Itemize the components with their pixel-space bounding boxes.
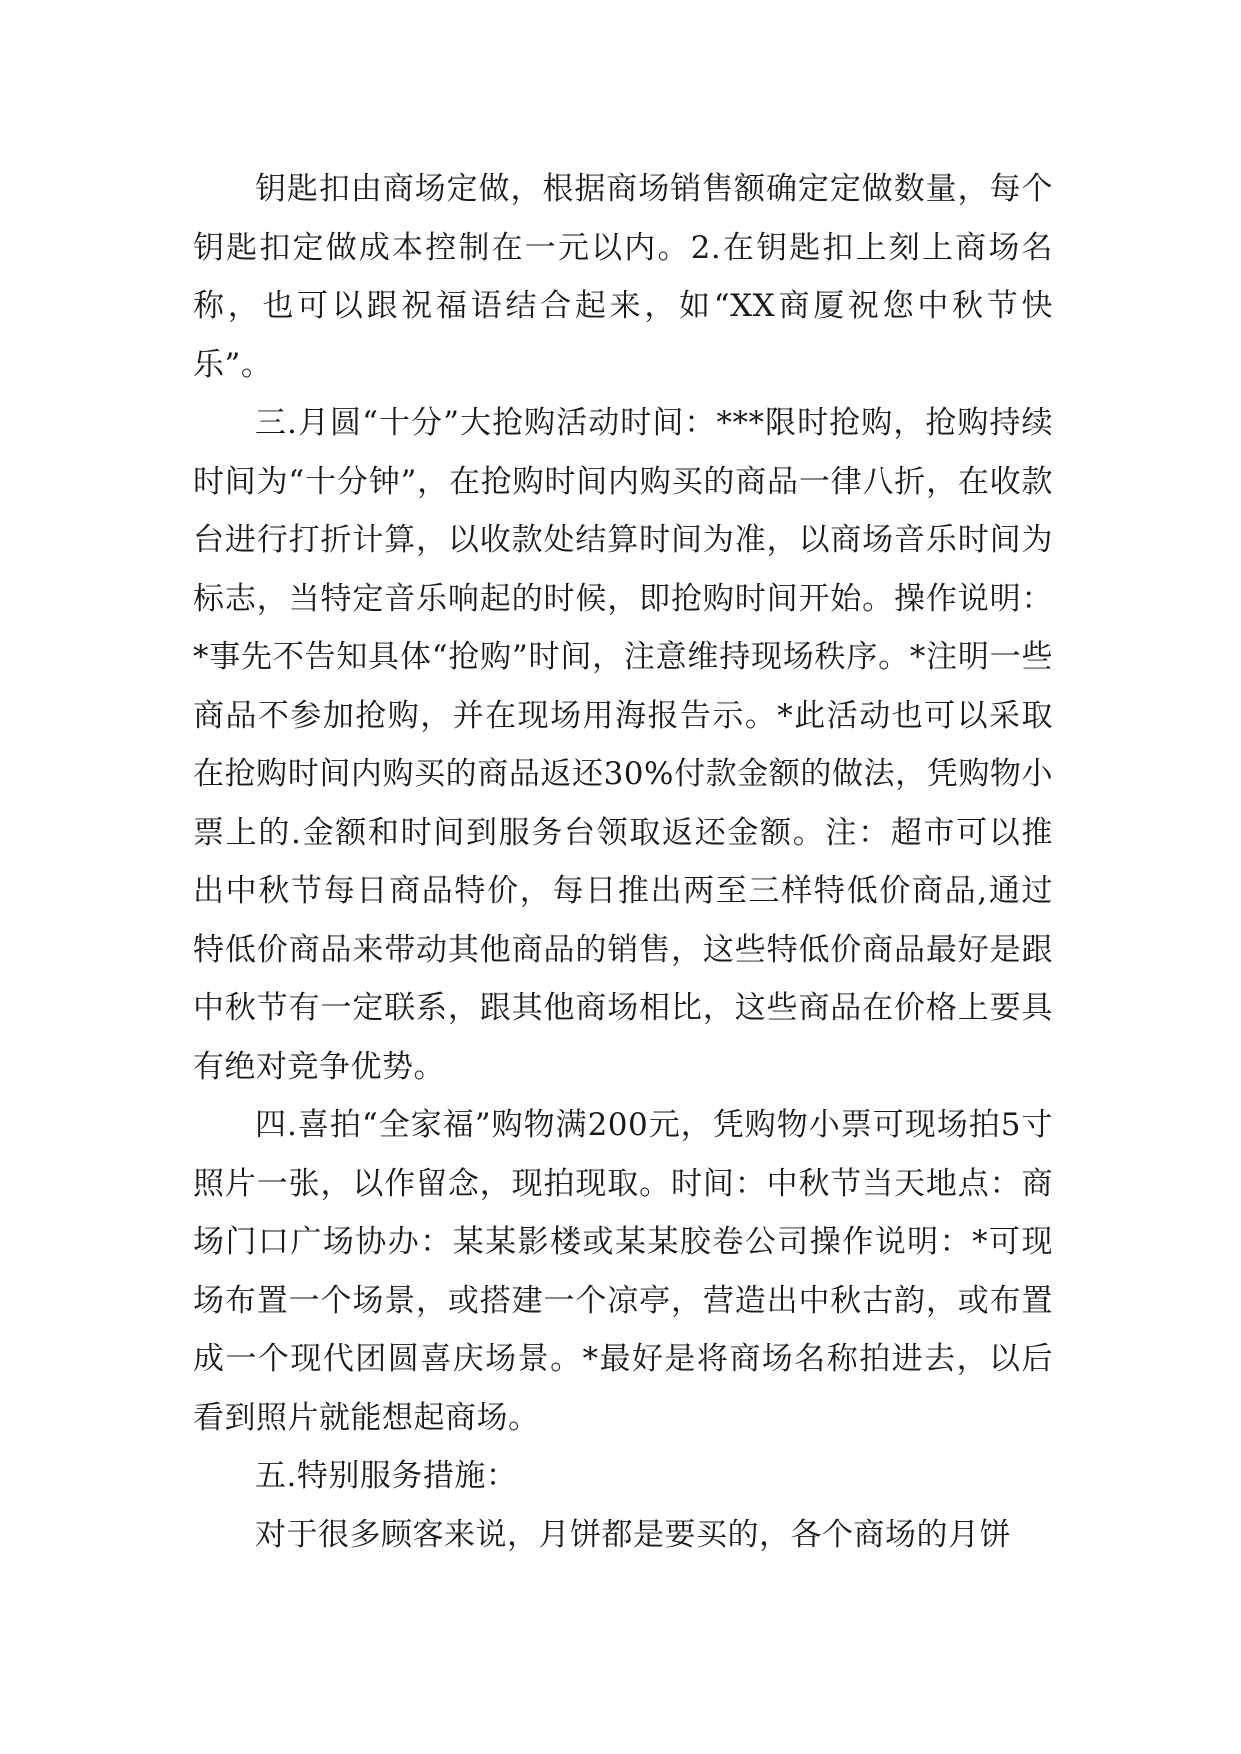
- paragraph-section-four: 四.喜拍“全家福”购物满200元，凭购物小票可现场拍5寸照片一张，以作留念，现拍现取。时间：中秋节当天地点：商场门口广场协办：某某影楼或某某胶卷公司操作说明：*可现场布置一个场景，或搭建一个凉亭，营造出中秋古韵，或布置成一个现代团圆喜庆场景。*最好是将商场名称拍进去，以后看到照片就能想起商场。: [193, 1107, 1053, 1436]
- paragraph-section-three: 三.月圆“十分”大抢购活动时间：***限时抢购，抢购持续时间为“十分钟”，在抢购时间内购买的商品一律八折，在收款台进行打折计算，以收款处结算时间为准，以商场音乐时间为标志，当特定音乐响起的时候，即抢购时间开始。操作说明：*事先不告知具体“抢购”时间，注意维持现场秩序。*注明一些商品不参加抢购，并在现场用海报告示。*此活动也可以采取在抢购时间内购买的商品返还30%付款金额的做法，凭购物小票上的.金额和时间到服务台领取返还金额。注：超市可以推出中秋节每日商品特价，每日推出两至三样特低价商品,通过特低价商品来带动其他商品的销售，这些特低价商品最好是跟中秋节有一定联系，跟其他商场相比，这些商品在价格上要具有绝对竞争优势。: [193, 405, 1053, 1085]
- paragraph-mooncake-intro: 对于很多顾客来说，月饼都是要买的，各个商场的月饼: [255, 1516, 1011, 1553]
- document-body: [193, 160, 1053, 1564]
- paragraph-keychain: 钥匙扣由商场定做，根据商场销售额确定定做数量，每个钥匙扣定做成本控制在一元以内。2.在钥匙扣上刻上商场名称，也可以跟祝福语结合起来，如“XX商厦祝您中秋节快乐”。: [193, 171, 1053, 383]
- paragraph-section-five-heading: 五.特别服务措施：: [255, 1458, 518, 1494]
